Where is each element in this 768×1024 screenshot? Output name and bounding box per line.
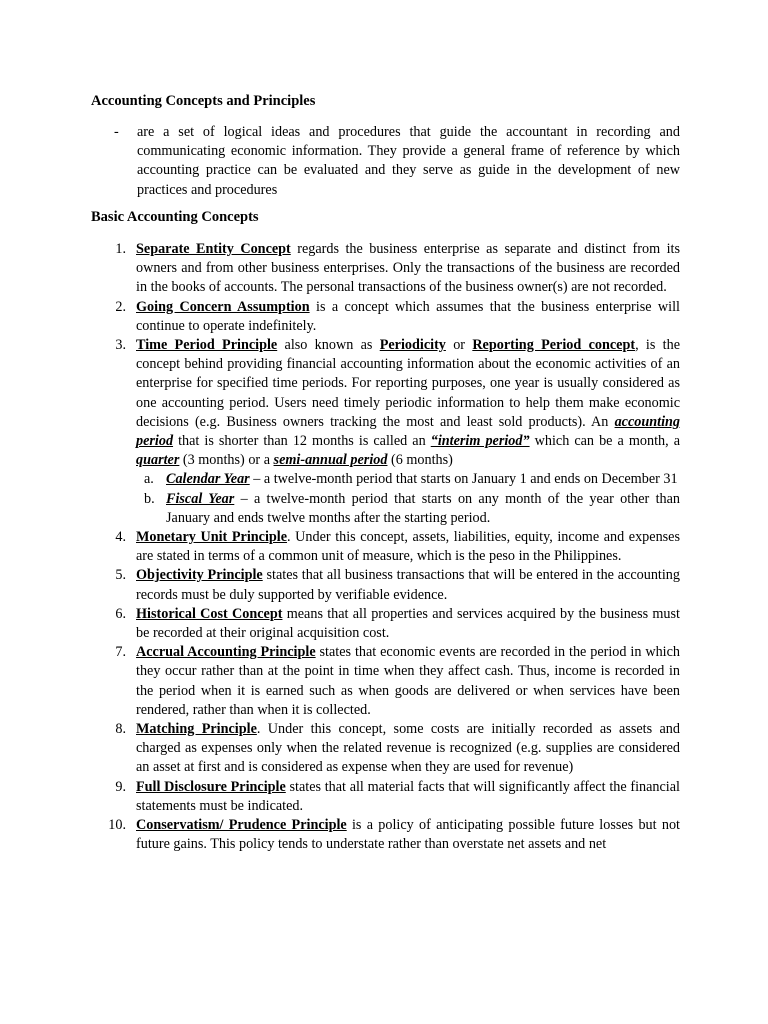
- concept-term: Going Concern Assumption: [136, 298, 310, 315]
- concept-text: also known as: [277, 337, 380, 354]
- item-number: 8.: [115, 721, 126, 738]
- sub-item-term: Calendar Year: [166, 471, 250, 488]
- concept-term: Time Period Principle: [136, 337, 278, 354]
- sub-list-item: [100, 490, 680, 528]
- concept-text: (3 months) or a: [179, 452, 274, 469]
- list-item: [100, 605, 680, 643]
- concept-text: that is shorter than 12 months is called an: [173, 433, 431, 450]
- item-number: 4.: [115, 529, 126, 546]
- concept-text: (6 months): [387, 452, 453, 469]
- item-number: 10.: [108, 817, 126, 834]
- concept-term: semi-annual period: [273, 452, 388, 469]
- concept-term: Periodicity: [379, 337, 446, 354]
- list-item: [100, 336, 680, 470]
- sub-item-letter: b.: [144, 490, 155, 507]
- concept-term: Historical Cost Concept: [136, 605, 283, 622]
- list-item: [100, 816, 680, 854]
- list-item: [100, 298, 680, 336]
- page-title: Accounting Concepts and Principles: [91, 93, 316, 109]
- concept-term: accounting period: [136, 413, 680, 450]
- concept-term: “interim period”: [430, 433, 530, 450]
- concept-text: states that all material facts that will significantly affect the financial statements must be indicated.: [136, 778, 680, 814]
- intro-bullet: -: [114, 124, 119, 140]
- concept-text: , is the concept behind providing financial accounting information about the economic activities of an enterprise for specified time periods. For reporting purposes, one year is usually considered as one accounting period. Users need timely periodic information to help them make economic decisions (e.g. Business owners tracking the most and least sold products). An: [136, 337, 680, 430]
- concept-term: Objectivity Principle: [136, 567, 263, 584]
- list-item: [100, 720, 680, 778]
- concept-text: . Under this concept, some costs are initially recorded as assets and charged as expenses only when the related revenue is recognized (e.g. supplies are considered an asset at first and is considered as expense when they are used for revenue): [136, 721, 680, 776]
- concept-term: Separate Entity Concept: [136, 241, 291, 257]
- list-item: [100, 528, 680, 566]
- item-number: 7.: [115, 644, 126, 661]
- list-item: [100, 240, 680, 298]
- intro-text: are a set of logical ideas and procedures that guide the accountant in recording and communicating economic information. They provide a general frame of reference by which accounting practice can be evaluated and they serve as guide in the development of new practices and procedures: [137, 124, 680, 198]
- list-item: [100, 566, 680, 604]
- concept-text: states that all business transactions that will be entered in the accounting records must be duly supported by verifiable evidence.: [136, 567, 680, 603]
- sub-item-text: – a twelve-month period that starts on January 1 and ends on December 31: [249, 471, 678, 488]
- section-title: Basic Accounting Concepts: [91, 209, 259, 225]
- concept-text: or: [445, 337, 473, 354]
- item-number: 1.: [115, 241, 126, 257]
- sub-list-item: [100, 470, 680, 489]
- concept-term: Matching Principle: [136, 721, 257, 738]
- sub-item-term: Fiscal Year: [166, 490, 235, 507]
- concept-text: is a policy of anticipating possible future losses but not future gains. This policy tends to understate rather than overstate net assets and net: [136, 817, 680, 853]
- sub-item-text: – a twelve-month period that starts on any month of the year other than January and ends twelve months after the starting period.: [166, 490, 680, 526]
- concept-term: Reporting Period concept: [472, 337, 636, 354]
- item-number: 5.: [115, 567, 126, 584]
- intro-paragraph: [114, 123, 680, 200]
- item-number: 9.: [115, 778, 126, 795]
- concept-term: quarter: [136, 452, 180, 469]
- list-item: [100, 643, 680, 720]
- concepts-list: [100, 240, 680, 855]
- item-number: 6.: [115, 605, 126, 622]
- concept-text: means that all properties and services acquired by the business must be recorded at their original acquisition cost.: [136, 605, 680, 642]
- concept-term: Full Disclosure Principle: [136, 778, 286, 795]
- concept-text: states that economic events are recorded in the period in which they occur rather than at the point in time when they affect cash. Thus, income is recorded in the period when it is earned such as when goods are delivered or when services have been rendered, rather than when it is collected.: [136, 644, 681, 718]
- sub-item-letter: a.: [144, 471, 154, 488]
- concept-text: regards the business enterprise as separate and distinct from its owners and from other business enterprises. Only the transactions of the business are recorded in the books of accounts. The personal transactions of the business owner(s) are not recorded.: [136, 241, 680, 296]
- concept-term: Accrual Accounting Principle: [136, 644, 316, 661]
- list-item: [100, 778, 680, 816]
- concept-term: Monetary Unit Principle: [136, 529, 288, 546]
- concept-text: . Under this concept, assets, liabilities, equity, income and expenses are stated in terms of a common unit of measure, which is the peso in the Philippines.: [136, 529, 680, 565]
- concept-text: is a concept which assumes that the business enterprise will continue to operate indefinitely.: [136, 298, 681, 334]
- item-number: 3.: [115, 337, 126, 354]
- item-number: 2.: [115, 298, 126, 315]
- concept-text: which can be a month, a: [529, 433, 680, 450]
- concept-term: Conservatism/ Prudence Principle: [136, 817, 347, 834]
